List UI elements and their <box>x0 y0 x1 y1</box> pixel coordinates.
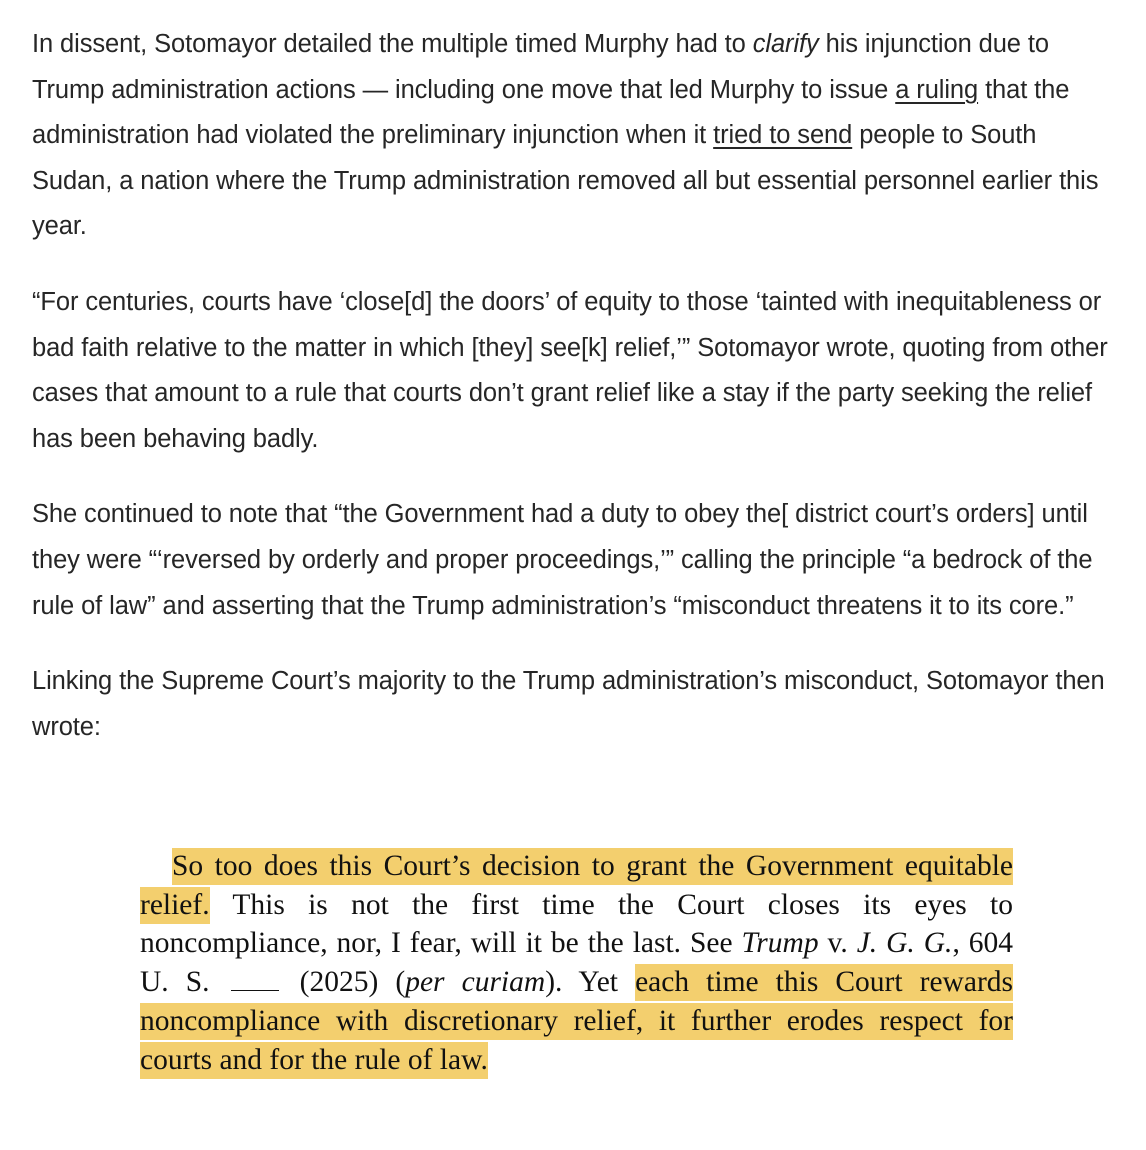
paragraph-text: his injunction due to Trump administration actions — including one move that led Murphy to issue <box>32 30 1049 104</box>
per-curiam-emphasis: per curiam <box>405 966 546 999</box>
paragraph-text: people to South Sudan, a nation where the Trump administration removed all but essential personnel earlier this year. <box>32 121 1099 241</box>
page-number-blank <box>231 966 279 991</box>
paragraph-1 <box>32 22 1122 250</box>
paragraph-4: Linking the Supreme Court’s majority to the Trump administration’s misconduct, Sotomayor then wrote: <box>32 667 1105 741</box>
link-a-ruling[interactable]: a ruling <box>895 75 979 104</box>
paragraph-3: She continued to note that “the Government had a duty to obey the[ district court’s orders] until they were “‘reversed by orderly and proper proceedings,’” calling the principle “a bedrock of the rule of law” and asserting that the Trump administration’s “misconduct threatens it to its core.” <box>32 500 1093 620</box>
paragraph-text: In dissent, Sotomayor detailed the multiple timed Murphy had to <box>32 30 753 58</box>
emphasis-clarify: clarify <box>752 30 819 58</box>
case-name-trump: Trump <box>741 927 819 960</box>
excerpt-text: v. <box>818 927 857 960</box>
excerpt-text: This is not the first time the Court closes its eyes to noncompliance, nor, I fear, will it be the last. See <box>140 888 1013 960</box>
highlighted-text-1: So too does this Court’s decision to grant the Government equitable relief. <box>140 848 1013 924</box>
highlighted-text-2: each time this Court rewards noncompliance with discretionary relief, it further erodes respect for courts and for the rule of law. <box>140 964 1013 1078</box>
paragraph-2: “For centuries, courts have ‘close[d] the doors’ of equity to those ‘tainted with inequitableness or bad faith relative to the matter in which [they] see[k] relief,’” Sotomayor wrote, quoting from other cases that amount to a rule that courts don’t grant relief like a stay if the party seeking the relief has been behaving badly. <box>32 287 1108 453</box>
link-tried-to-send[interactable]: tried to send <box>713 121 853 150</box>
excerpt-text: (2025) ( <box>282 966 406 999</box>
excerpt-text: ). Yet <box>545 966 636 999</box>
paragraph-text: that the administration had violated the preliminary injunction when it <box>32 75 1070 150</box>
court-opinion-excerpt <box>140 847 1013 1079</box>
case-name-jgg: J. G. G. <box>856 927 953 960</box>
article-body <box>32 22 1122 780</box>
excerpt-text: , 604 U. S. <box>140 927 1014 999</box>
